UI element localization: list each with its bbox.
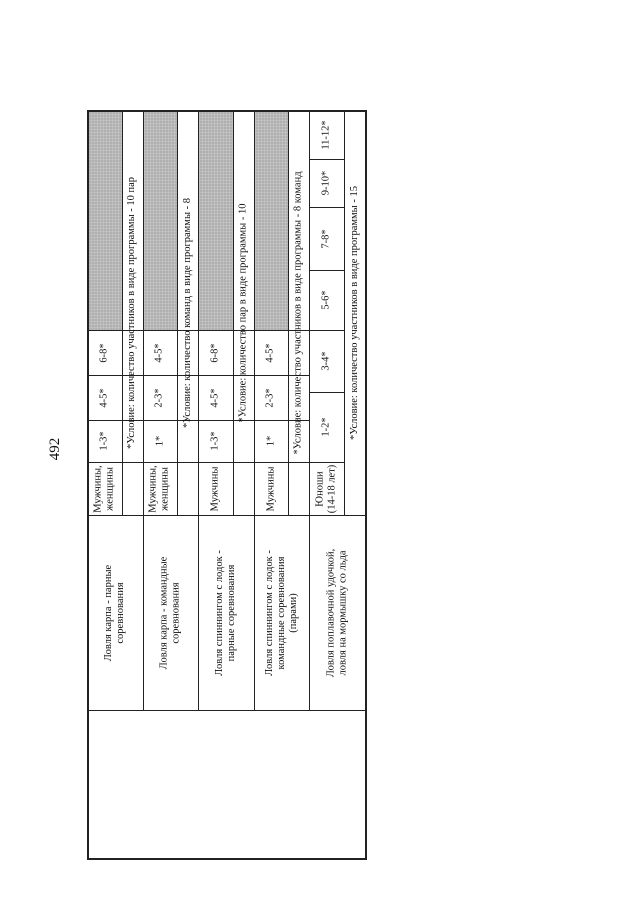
place-cell: 6-8* (98, 342, 110, 363)
page-number: 492 (47, 437, 63, 461)
condition-cell: *Условие: количество участников в виде программы - 8 команд (292, 170, 304, 455)
participants-text: Мужчины, женщины (92, 464, 116, 513)
rotated-table (87, 110, 367, 860)
place-cell: 4-5* (209, 387, 221, 408)
place-cell: 7-8* (320, 228, 332, 249)
discipline-text: Ловля карпа - командные соревнования (158, 556, 182, 669)
place-cell: 1-3* (209, 431, 221, 451)
participants-cell (143, 462, 177, 515)
condition-cell: *Условие: количество пар в виде программы - 10 (237, 203, 249, 422)
table-border (87, 858, 367, 860)
participants-cell (254, 462, 288, 515)
discipline-text: Ловля карпа - парные соревнования (103, 564, 126, 661)
participants-cell (87, 462, 122, 515)
discipline-text: Ловля спиннингом с лодок - парные соревнования (214, 549, 237, 676)
discipline-cell (309, 515, 365, 710)
place-cell: 2-3* (265, 387, 276, 408)
place-cell: 4-5* (154, 342, 165, 363)
discipline-cell (87, 515, 143, 710)
place-cell: 9-10* (320, 170, 332, 196)
participants-text: Мужчины (265, 466, 277, 511)
discipline-cell (254, 515, 309, 710)
participants-text: Мужчины (209, 466, 221, 511)
place-cell: 1-3* (98, 431, 110, 451)
place-cell: 1* (154, 435, 165, 447)
shaded-cell (254, 110, 288, 330)
place-cell: 1* (265, 435, 276, 447)
condition-cell: *Условие: количество участников в виде программы - 15 (348, 185, 360, 440)
participants-cell (309, 462, 344, 515)
place-cell: 4-5* (265, 342, 276, 363)
discipline-cell (198, 515, 254, 710)
place-cell: 3-4* (320, 351, 332, 371)
shaded-cell (143, 110, 177, 330)
participants-text: Юноши (14-18 лет) (314, 464, 338, 513)
condition-cell: *Условие: количество участников в виде программы - 10 пар (126, 176, 138, 449)
place-cell: 1-2* (320, 417, 332, 437)
place-cell: 4-5* (98, 387, 110, 408)
shaded-cell (198, 110, 233, 330)
discipline-text: Ловля поплавочной удочкой, ловля на мормышку со льда (325, 548, 348, 677)
discipline-cell (143, 515, 198, 710)
place-cell: 11-12* (320, 119, 332, 150)
place-cell: 6-8* (209, 342, 221, 363)
table-border (365, 110, 367, 860)
discipline-text: Ловля спиннингом с лодок - командные соревнования (парами) (263, 549, 299, 676)
participants-cell (198, 462, 233, 515)
participants-text: Мужчины, женщины (148, 464, 172, 513)
column-divider (87, 710, 367, 711)
place-cell: 2-3* (154, 387, 165, 408)
place-cell: 5-6* (320, 290, 332, 310)
condition-cell: *Условие: количество команд в виде программы - 8 (181, 197, 193, 428)
shaded-cell (87, 110, 122, 330)
